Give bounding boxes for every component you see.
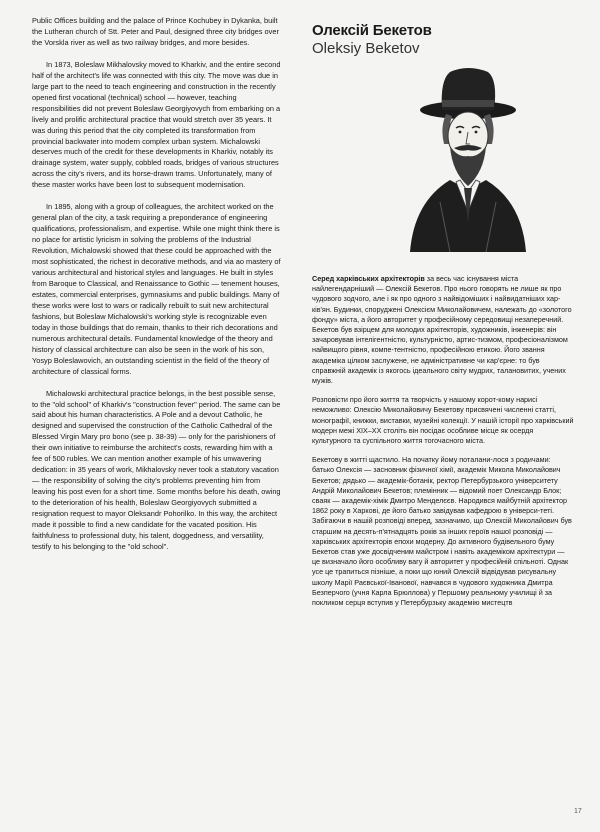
lead-phrase: Серед харківських архітекторів (312, 274, 425, 283)
right-column (312, 274, 574, 617)
paragraph-3: In 1895, along with a group of colleagues, the architect worked on the general plan of the city, a task requiring a preponderance of engineering qualifications, professionalism, and expertise. While one might think there is no place for artistic lyricism in solving the problems of the Industrial Revolution, Michalowski showed that these could be approached with the most sophisticated, the richest in decorative methods, and via ao mastery of various architectural and historical styles and languages. He built in styles from Baroque to Classical, and Renaissance to Gothic — tenement houses, estates, commercial enterprises, gymnasiums and public buildings. Many of these works were lost to wars or radically rebuilt to suit new architectural fashions, but Boleslaw Michalowski's working style is recognizable even today in those buildings that do remain, thanks to their rich decorations and numerous architectural details. Fundamental knowledge of the theory and history of classical architecture can also be seen in the work of his son, Yosyp Boleslawovich, an outstanding scientist in the field of the theory of architecture of classical forms. (32, 202, 281, 376)
right-paragraph-3: Бекетову в житті щастило. На початку йому поталани-лося з родичами: батько Олексія — засновник фізичної хімії, академік Микола Миколайович Бекетов; дядько — академік-ботанік, ректор Петербурзького університету Андрій Миколайович Бекетов; племінник — відомий поет Олександр Блок; сваяк — академік-хімік Дмитро Менделєєв. Народився майбутній архітектор 1862 року в Харкові, де його батько завідував кафедрою в універси-теті. Забігаючи в нашій розповіді вперед, зазначимо, що Олексій Миколайович був старшим на десять-п'ятнадцять років за інших героїв нашої розповіді — харківських архітекторів епохи модерну. До активного будівельного буму Бекетов став уже досвідченим майстром і навіть академіком архітектури — це визначало його особливу вагу й авторитет у професійній спільноті. Однак усе це трапиться пізніше, а поки що юний Олексій відвідував рисувальну школу Марії Раєвської-Іванової, навчався в чудового художника Дмитра Безперчого (учня Карла Брюллова) у Першому реальному училищі й за покликом серця вступив у Петербурзьку академію мистецтв (312, 455, 572, 608)
right-paragraph-2: Розповісти про його життя та творчість у нашому корот-кому нарисі неможливо: Олексію Миколайовичу Бекетову присвячені численні статті, монографії, книжки, виставки, музейні колекції. У нашій історії про харківський модерн межі XIX–XX століть він посідає особливе місце як осердя культурного та суспільного життя тогочасного міста. (312, 395, 574, 446)
paragraph-2: In 1873, Boleslaw Mikhalovsky moved to Kharkiv, and the entire second half of the architect's life was connected with this city. The move was due in large part to the need to teach engineering and construction in the recently opened first vocational (technical) school — however, teaching responsibilities did not prevent Boleslaw Georgiyovych from embarking on a lively and prolific architectural practice that would stretch over 35 years. It was during this period that the city completed its transformation from provincial backwater into modern complex urban system. Michalowski deserves much of the credit for these developments in Kharkiv, notably its drainage system, water supply, cobbled roads, bridges of various structures across the city's rivers, and its horse-drawn trams. Unfortunately, many of these master works have been lost to subsequent modernisation. (32, 59, 281, 190)
title-english: Oleksiy Beketov (312, 40, 420, 57)
right-paragraph-1 (312, 274, 574, 386)
paragraph-1-rest: за весь час існування міста найлегендарніший — Олексій Бекетов. Про нього говорять не лише як про чудового зодчого, але і як про одного з найвідоміших і найвидатніших хар-ків'ян. Будинки, споруджені Олексієм Миколайовичем, належать до «золотого фонду» міста, а його авторитет у професійному середовищі незаперечний. Бекетов був взірцем для молодих архітекторів, художників, інженерів: він зачаровував інтелігентністю, культурністю, артис-тизмом, професіоналізмом найвищого рівня, компе-тентністю, професійною етикою. Його звання академіка цілком заслужене, не адміністративне чи кар'єрне: то був справжній академік із якогось ідеального світу мудрих, талановитих, учених мужів. (312, 274, 572, 386)
page-number: 17 (574, 808, 582, 815)
paragraph-1: Public Offices building and the palace of Prince Kochubey in Dykanka, built the Lutheran church of Stt. Peter and Paul, designed three city bridges over the Vorskla river as well as two railway bridges, and more besides. (32, 16, 279, 47)
title-ukrainian: Олексій Бекетов (312, 22, 432, 39)
left-column (32, 16, 282, 564)
eye-left (459, 131, 462, 134)
hat-band (442, 100, 494, 107)
portrait-illustration (380, 62, 550, 252)
paragraph-4: Michalowski architectural practice belongs, in the best possible sense, to the "old school" of Kharkiv's "construction fever" period. The same can be said about his human characteristics. A Pole and a devout Catholic, he designed and supervised the construction of the Catholic Cathedral of the Blessed Virgin Mary pro bono (see p. 38-39) — only for the parishioners of their own initiative to reimburse the architect's costs, rewarding him with a fee of 500 rubles. We can mention another example of his unwavering dedication: in 35 years of work, Mikhalovsky never took a statutory vacation — the responsibility of solving the city's problems preventing him from leaving his post even for a short time. Some months before his death, owing to the deterioration of his health, Boleslaw Georgiyovych submitted a resignation request to mayor Oleksandr Pohorilko. In this way, the architect made it possible to find a new candidate for the vacated position. His faithfulness to professional duty, his talent, doggedness, and versatility, testify to his belonging to the "old school". (32, 388, 281, 551)
eye-right (475, 131, 478, 134)
